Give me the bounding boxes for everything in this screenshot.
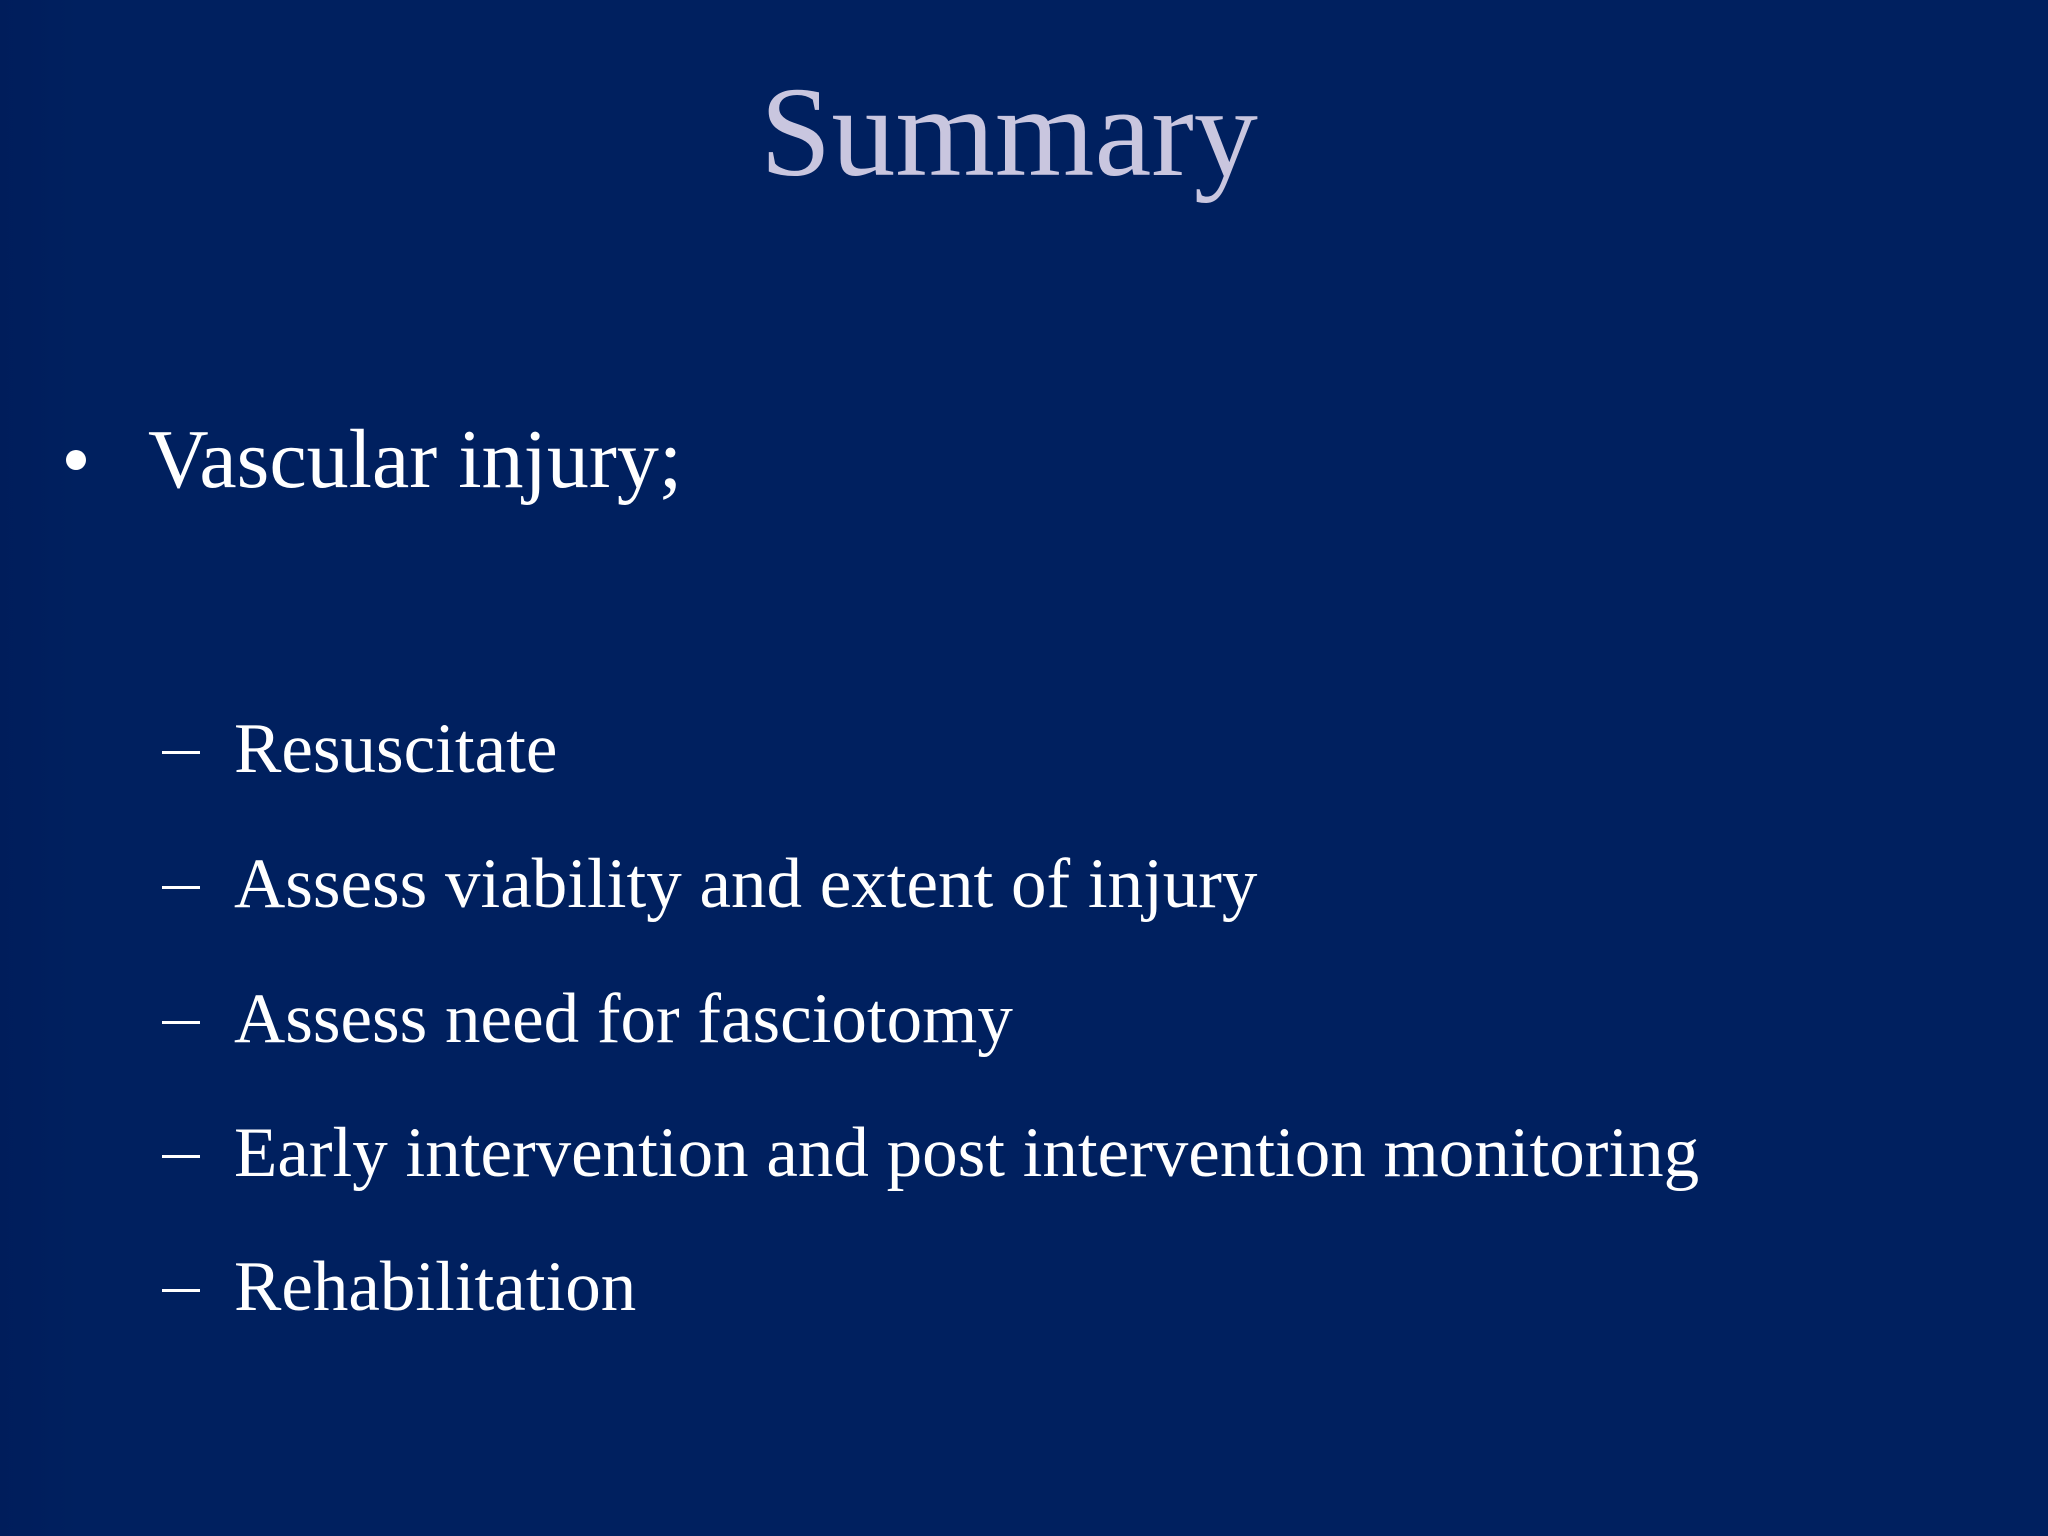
sub-bullet-text: Early intervention and post intervention monitoring — [234, 1114, 1700, 1192]
sub-bullet-item — [162, 839, 1257, 929]
sub-bullet-item — [162, 704, 557, 794]
slide-title: Summary — [760, 61, 1258, 203]
sub-bullet-item — [162, 974, 1013, 1064]
bullet-text: Vascular injury; — [148, 413, 683, 506]
sub-bullet-text: Assess viability and extent of injury — [234, 845, 1258, 923]
dash-icon — [162, 1289, 200, 1292]
sub-bullet-text: Assess need for fasciotomy — [234, 980, 1013, 1058]
sub-bullet-text: Resuscitate — [234, 710, 558, 788]
bullet-dot-icon — [66, 450, 86, 470]
dash-icon — [162, 751, 200, 754]
dash-icon — [162, 1021, 200, 1024]
sub-bullet-item — [162, 1108, 1699, 1198]
sub-bullet-item — [162, 1242, 636, 1332]
bullet-item — [56, 410, 682, 510]
dash-icon — [162, 886, 200, 889]
dash-icon — [162, 1155, 200, 1158]
sub-bullet-text: Rehabilitation — [234, 1248, 637, 1326]
